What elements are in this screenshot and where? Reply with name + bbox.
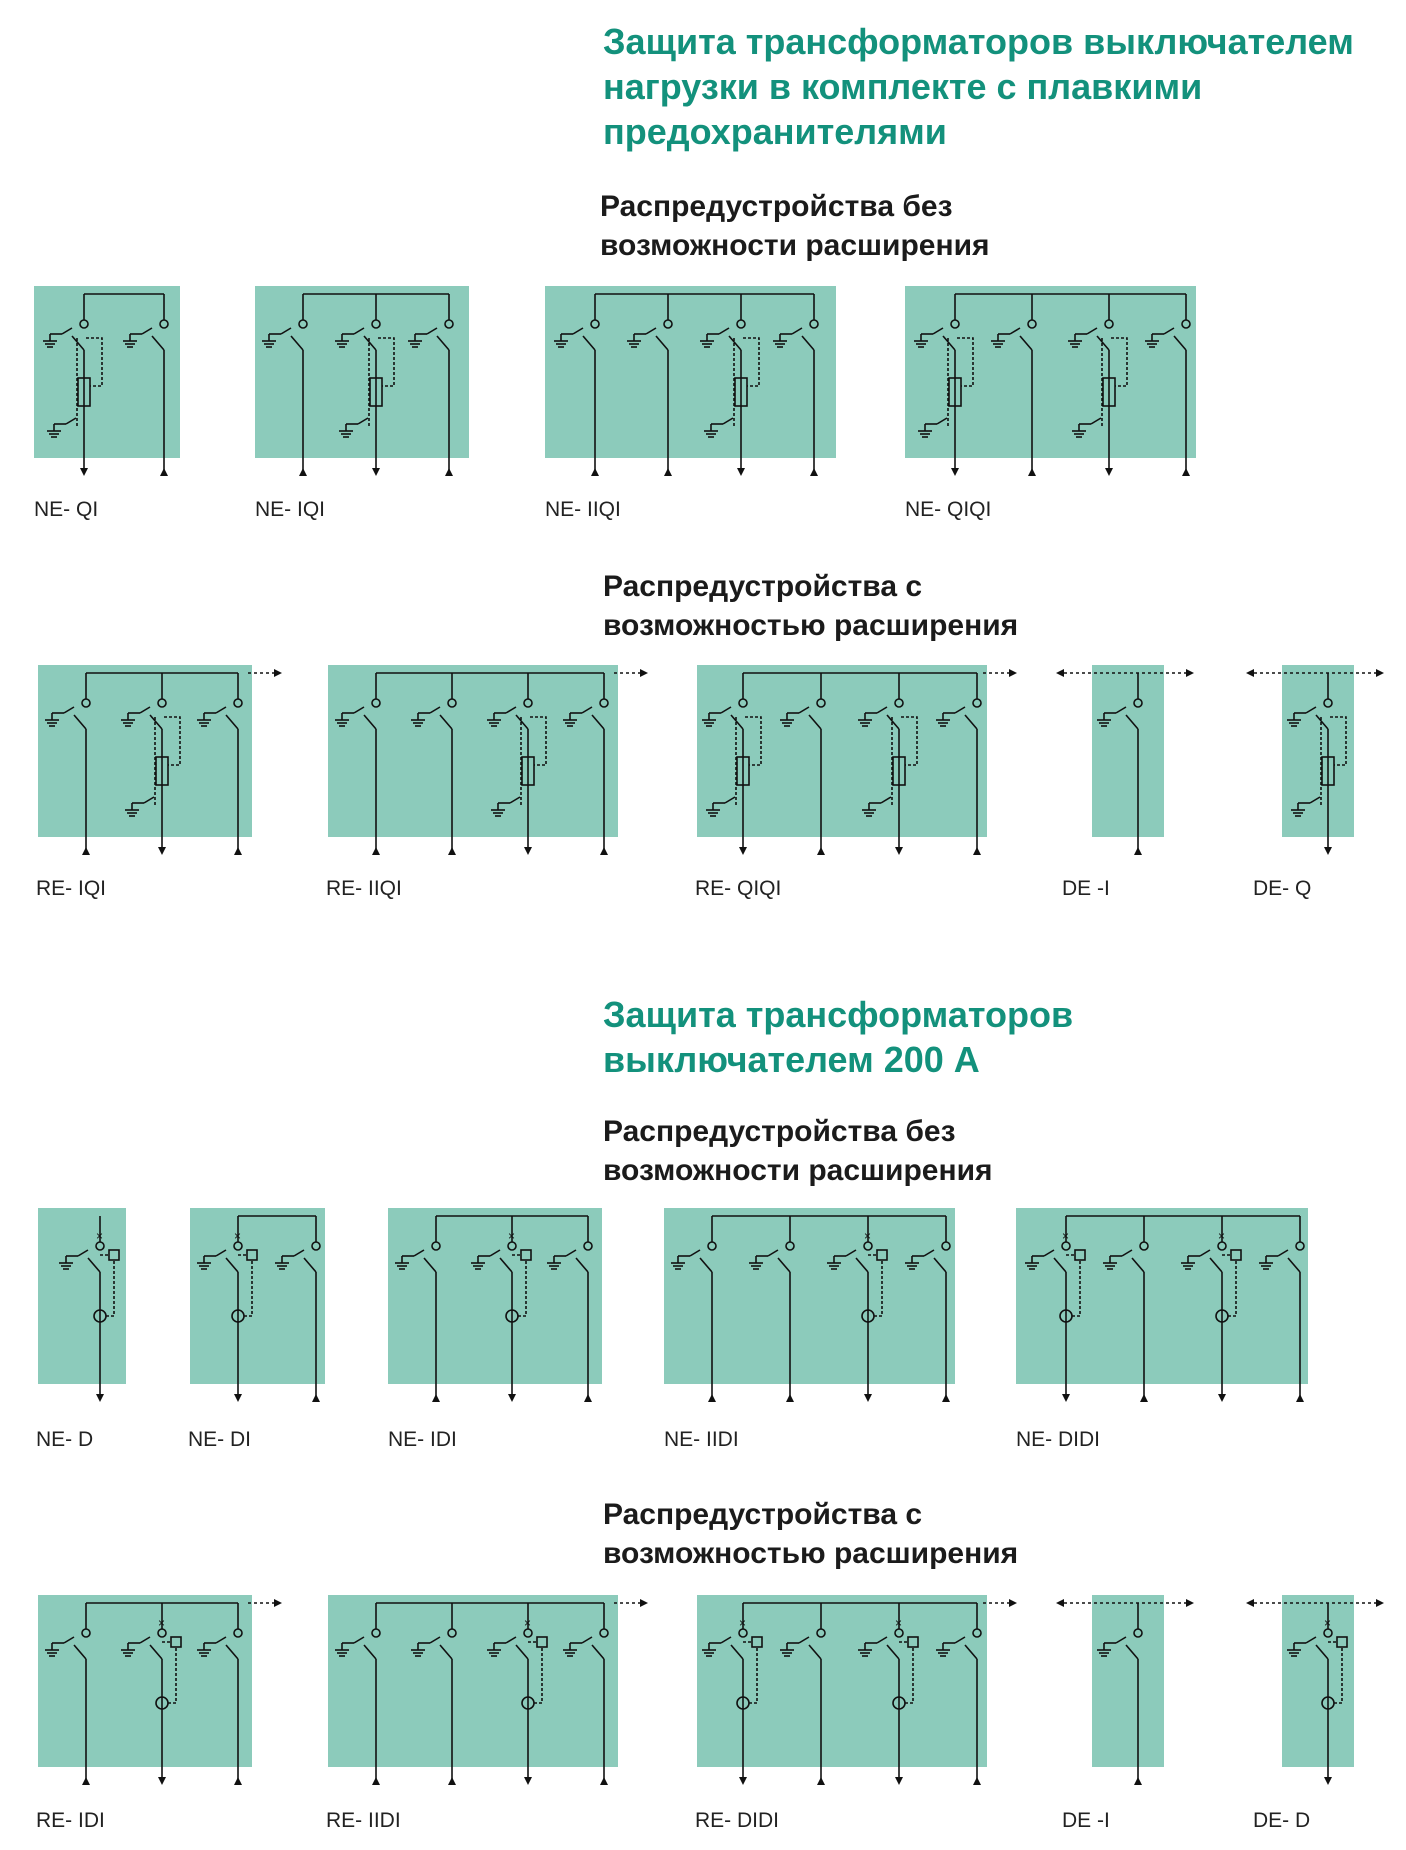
cable-terminal-up-icon [448,847,456,855]
extension-arrow-icon [1056,669,1064,677]
switchgear-diagram [1246,1595,1384,1785]
diagram-label: RE- DIDI [695,1809,779,1832]
section2-subtitle1-line2: возможности расширения [603,1154,993,1187]
switchgear-diagram [1056,1595,1194,1785]
cable-terminal-down-icon [524,847,532,855]
cable-terminal-up-icon [817,847,825,855]
panel-background [545,286,836,458]
cable-terminal-down-icon [895,847,903,855]
switchgear-diagram [664,1208,955,1402]
switchgear-diagram [1246,665,1384,855]
cable-terminal-up-icon [299,468,307,476]
panel-background [1282,1595,1354,1767]
cable-terminal-up-icon [973,847,981,855]
breaker-x-icon: × [895,1616,903,1630]
diagram-label: NE- DI [188,1428,251,1451]
switchgear-diagram [388,1208,602,1402]
cable-terminal-up-icon [973,1777,981,1785]
cable-terminal-down-icon [234,1394,242,1402]
diagram-label: NE- IDI [388,1428,457,1451]
diagram-label: NE- QI [34,498,99,521]
diagram-label: NE- QIQI [905,498,992,521]
diagram-label: RE- IQI [36,877,107,900]
section1-title-line1: Защита трансформаторов выключателем [603,21,1354,62]
switchgear-diagram [38,665,282,855]
cable-terminal-up-icon [372,847,380,855]
extension-arrow-icon [1246,669,1254,677]
section1-subtitle1-line2: возможности расширения [600,229,990,262]
cable-terminal-down-icon [96,1394,104,1402]
extension-arrow-icon [1186,669,1194,677]
diagram-label: NE- D [36,1428,94,1451]
section2-title-line1: Защита трансформаторов [603,994,1074,1035]
diagram-label: NE- IIDI [664,1428,739,1451]
extension-arrow-icon [1009,669,1017,677]
panel-background [905,286,1196,458]
switchgear-diagram [905,286,1196,476]
cable-terminal-up-icon [786,1394,794,1402]
cable-terminal-up-icon [1028,468,1036,476]
extension-arrow-icon [1376,1599,1384,1607]
panel-background [1282,665,1354,837]
cable-terminal-down-icon [158,847,166,855]
switchgear-diagram [328,665,648,855]
cable-terminal-down-icon [951,468,959,476]
cable-terminal-up-icon [234,847,242,855]
breaker-x-icon: × [96,1229,104,1243]
cable-terminal-up-icon [312,1394,320,1402]
cable-terminal-up-icon [1140,1394,1148,1402]
panel-background [38,1595,252,1767]
extension-arrow-icon [640,1599,648,1607]
panel-background [697,665,987,837]
diagram-label: NE- IQI [255,498,326,521]
cable-terminal-down-icon [739,1777,747,1785]
section2-subtitle2-line1: Распредустройства с [603,1498,923,1531]
breaker-x-icon: × [508,1229,516,1243]
switchgear-diagram [38,1595,282,1785]
extension-arrow-icon [1246,1599,1254,1607]
section1-subtitle2-line2: возможностью расширения [603,609,1019,642]
cable-terminal-down-icon [895,1777,903,1785]
cable-terminal-down-icon [737,468,745,476]
cable-terminal-up-icon [82,1777,90,1785]
panel-background [328,665,618,837]
breaker-x-icon: × [524,1616,532,1630]
diagram-label: NE- DIDI [1016,1428,1100,1451]
section2-subtitle1-line1: Распредустройства без [603,1115,956,1148]
cable-terminal-down-icon [508,1394,516,1402]
extension-arrow-icon [274,669,282,677]
cable-terminal-up-icon [817,1777,825,1785]
row1-svg [0,280,1406,500]
diagram-label: RE- IIQI [326,877,402,900]
panel-background [255,286,469,458]
switchgear-diagram [545,286,836,476]
diagram-label: DE- Q [1253,877,1312,900]
row3-svg [0,1200,1406,1420]
switchgear-diagram [34,286,180,476]
section1-title-line2: нагрузки в комплекте с плавкими [603,66,1203,107]
diagram-label: RE- IIDI [326,1809,401,1832]
cable-terminal-up-icon [942,1394,950,1402]
panel-background [1092,665,1164,837]
panel-background [1092,1595,1164,1767]
switchgear-diagram [1016,1208,1308,1402]
diagram-label: RE- IDI [36,1809,105,1832]
cable-terminal-down-icon [1105,468,1113,476]
cable-terminal-up-icon [1182,468,1190,476]
cable-terminal-up-icon [372,1777,380,1785]
extension-arrow-icon [274,1599,282,1607]
panel-background [34,286,180,458]
panel-background [38,665,252,837]
breaker-x-icon: × [158,1616,166,1630]
breaker-x-icon: × [234,1229,242,1243]
row4-svg [0,1585,1406,1805]
section1-subtitle1-line1: Распредустройства без [600,190,953,223]
breaker-x-icon: × [864,1229,872,1243]
cable-terminal-down-icon [372,468,380,476]
switchgear-diagram [697,665,1017,855]
breaker-x-icon: × [1218,1229,1226,1243]
panel-background [664,1208,955,1384]
cable-terminal-up-icon [160,468,168,476]
cable-terminal-up-icon [448,1777,456,1785]
cable-terminal-down-icon [1324,1777,1332,1785]
extension-arrow-icon [1376,669,1384,677]
cable-terminal-down-icon [864,1394,872,1402]
cable-terminal-up-icon [1134,847,1142,855]
cable-terminal-up-icon [584,1394,592,1402]
breaker-x-icon: × [1324,1616,1332,1630]
cable-terminal-up-icon [445,468,453,476]
panel-background [328,1595,618,1767]
extension-arrow-icon [640,669,648,677]
cable-terminal-down-icon [1062,1394,1070,1402]
panel-background [190,1208,325,1384]
diagram-label: RE- QIQI [695,877,782,900]
cable-terminal-up-icon [664,468,672,476]
cable-terminal-down-icon [1324,847,1332,855]
section1-subtitle2-line1: Распредустройства с [603,570,923,603]
panel-background [1016,1208,1308,1384]
cable-terminal-up-icon [810,468,818,476]
cable-terminal-up-icon [234,1777,242,1785]
cable-terminal-down-icon [158,1777,166,1785]
extension-arrow-icon [1056,1599,1064,1607]
section2-title-line2: выключателем 200 A [603,1039,980,1080]
cable-terminal-up-icon [1134,1777,1142,1785]
extension-arrow-icon [1009,1599,1017,1607]
row2-svg [0,655,1406,875]
diagram-label: NE- IIQI [545,498,621,521]
diagram-row-2 [0,655,1406,915]
cable-terminal-down-icon [524,1777,532,1785]
cable-terminal-up-icon [82,847,90,855]
section2-subtitle2-line2: возможностью расширения [603,1537,1019,1570]
breaker-x-icon: × [739,1616,747,1630]
cable-terminal-up-icon [600,847,608,855]
diagram-label: DE -I [1062,877,1110,900]
cable-terminal-down-icon [739,847,747,855]
switchgear-diagram [328,1595,648,1785]
diagram-row-3 [0,1200,1406,1460]
diagram-label: DE -I [1062,1809,1110,1832]
diagram-row-1 [0,280,1406,521]
cable-terminal-down-icon [1218,1394,1226,1402]
diagram-label: DE- D [1253,1809,1311,1832]
switchgear-diagram [697,1595,1017,1785]
panel-background [388,1208,602,1384]
switchgear-diagram [38,1208,126,1402]
extension-arrow-icon [1186,1599,1194,1607]
switchgear-diagram [1056,665,1194,855]
cable-terminal-up-icon [708,1394,716,1402]
breaker-x-icon: × [1062,1229,1070,1243]
switchgear-diagram [255,286,469,476]
cable-terminal-up-icon [1296,1394,1304,1402]
cable-terminal-up-icon [432,1394,440,1402]
cable-terminal-down-icon [80,468,88,476]
section1-title-line3: предохранителями [603,111,947,152]
cable-terminal-up-icon [591,468,599,476]
switchgear-diagram [190,1208,325,1402]
cable-terminal-up-icon [600,1777,608,1785]
diagram-row-4 [0,1585,1406,1850]
panel-background [38,1208,126,1384]
